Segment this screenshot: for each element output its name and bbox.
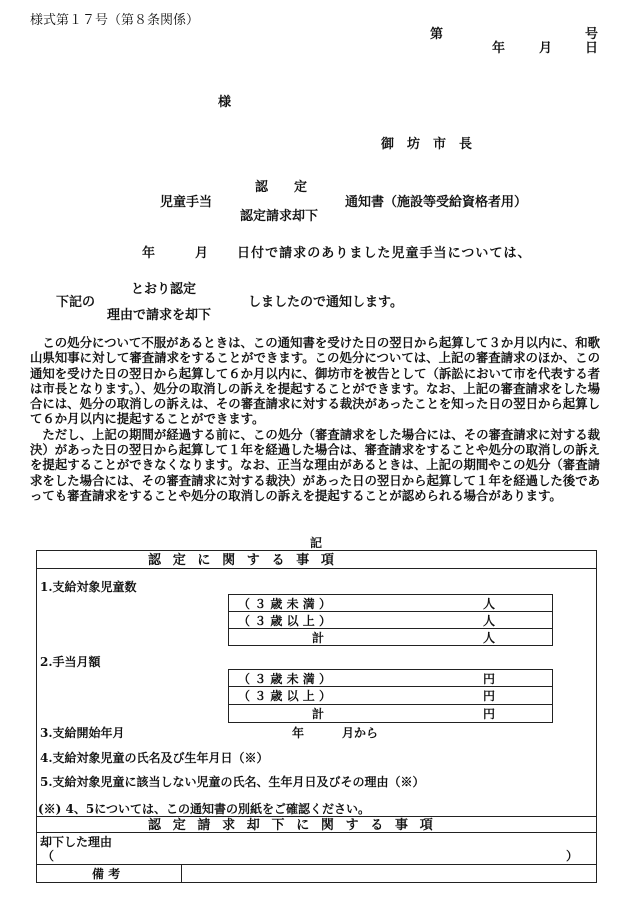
trail-text: しましたので通知します。 [248,295,403,310]
amount-total-label: 計 [312,707,325,721]
doc-number-prefix: 第 [430,27,444,42]
option-approve-line: とおり認定 [131,282,197,297]
addressee-suffix: 様 [218,95,232,110]
amount-over3-label: （３歳以上） [238,689,336,703]
title-option-approve: 認 定 [255,180,308,195]
form-number: 様式第１７号（第８条関係） [30,13,200,28]
title-left: 児童手当 [160,195,213,210]
item4-label: 4.支給対象児童の氏名及び生年月日（※） [40,751,269,765]
intro-year: 年 [142,246,156,261]
child-count-total-label: 計 [312,631,325,645]
ki-label: 記 [310,536,323,550]
intro-text: 日付で請求のありました児童手当については、 [237,246,532,261]
amount-under3-label: （３歳未満） [238,672,336,686]
amount-under3-unit: 円 [483,672,496,686]
reason-paren-open: （ [42,849,55,863]
intro-month: 月 [195,246,209,261]
doc-number-suffix: 号 [585,27,599,42]
child-count-over3-unit: 人 [483,614,496,628]
amount-over3-unit: 円 [483,689,496,703]
item3-label: 3.支給開始年月 [40,726,125,740]
item2-label: 2.手当月額 [40,655,101,669]
remarks-label: 備考 [92,867,125,881]
option-reject-line: 理由で請求を却下 [107,308,212,323]
item1-label: 1.支給対象児童数 [40,580,137,594]
title-right: 通知書（施設等受給資格者用） [345,195,528,210]
title-option-reject: 認定請求却下 [240,209,319,224]
item3-year: 年 [292,726,305,740]
approval-heading: 認定に関する事項 [148,553,346,568]
note-text: (※) 4、5については、この通知書の別紙をご確認ください。 [38,802,370,816]
issuer: 御 坊 市 長 [381,137,473,152]
item3-month: 月から [342,726,379,740]
date-year: 年 [492,41,506,56]
reason-paren-close: ） [566,849,579,863]
rejection-reason-label: 却下した理由 [40,835,113,849]
amount-total-unit: 円 [483,707,496,721]
date-day: 日 [585,41,599,56]
date-month: 月 [539,41,553,56]
notice-body [30,335,600,503]
child-count-under3-unit: 人 [483,597,496,611]
child-count-total-unit: 人 [483,631,496,645]
item5-label: 5.支給対象児童に該当しない児童の氏名、生年月日及びその理由（※） [40,775,425,789]
child-count-under3-label: （３歳未満） [238,597,336,611]
child-count-over3-label: （３歳以上） [238,614,336,628]
lead-text: 下記の [56,295,96,310]
notice-paragraph-1: この処分について不服があるときは、この通知書を受けた日の翌日から起算して３か月以内に、和歌山県知事に対して審査請求をすることができます。この処分については、上記の審査請求のほか、この通知を受けた日の翌日から起算して６か月以内に、御坊市を被告として（訴訟において市を代表する者は市長となります。）、処分の取消しの訴えを提起することができます。なお、上記の審査請求をした場合には、処分の取消しの訴えは、その審査請求に対する裁決があったことを知った日の翌日から起算して６か月以内に提起することができます。 [30,335,600,427]
notice-paragraph-2: ただし、上記の期間が経過する前に、この処分（審査請求をした場合には、その審査請求に対する裁決）があった日の翌日から起算して１年を経過した場合は、審査請求をすることや処分の取消しの訴えを提起することができなくなります。なお、正当な理由があるときは、上記の期間やこの処分（審査請求をした場合には、その審査請求に対する裁決）があった日の翌日から起算して１年を経過した後であっても審査請求をすることや処分の取消しの訴えを提起することが認められる場合があります。 [30,426,600,503]
rejection-heading: 認定請求却下に関する事項 [148,818,445,833]
